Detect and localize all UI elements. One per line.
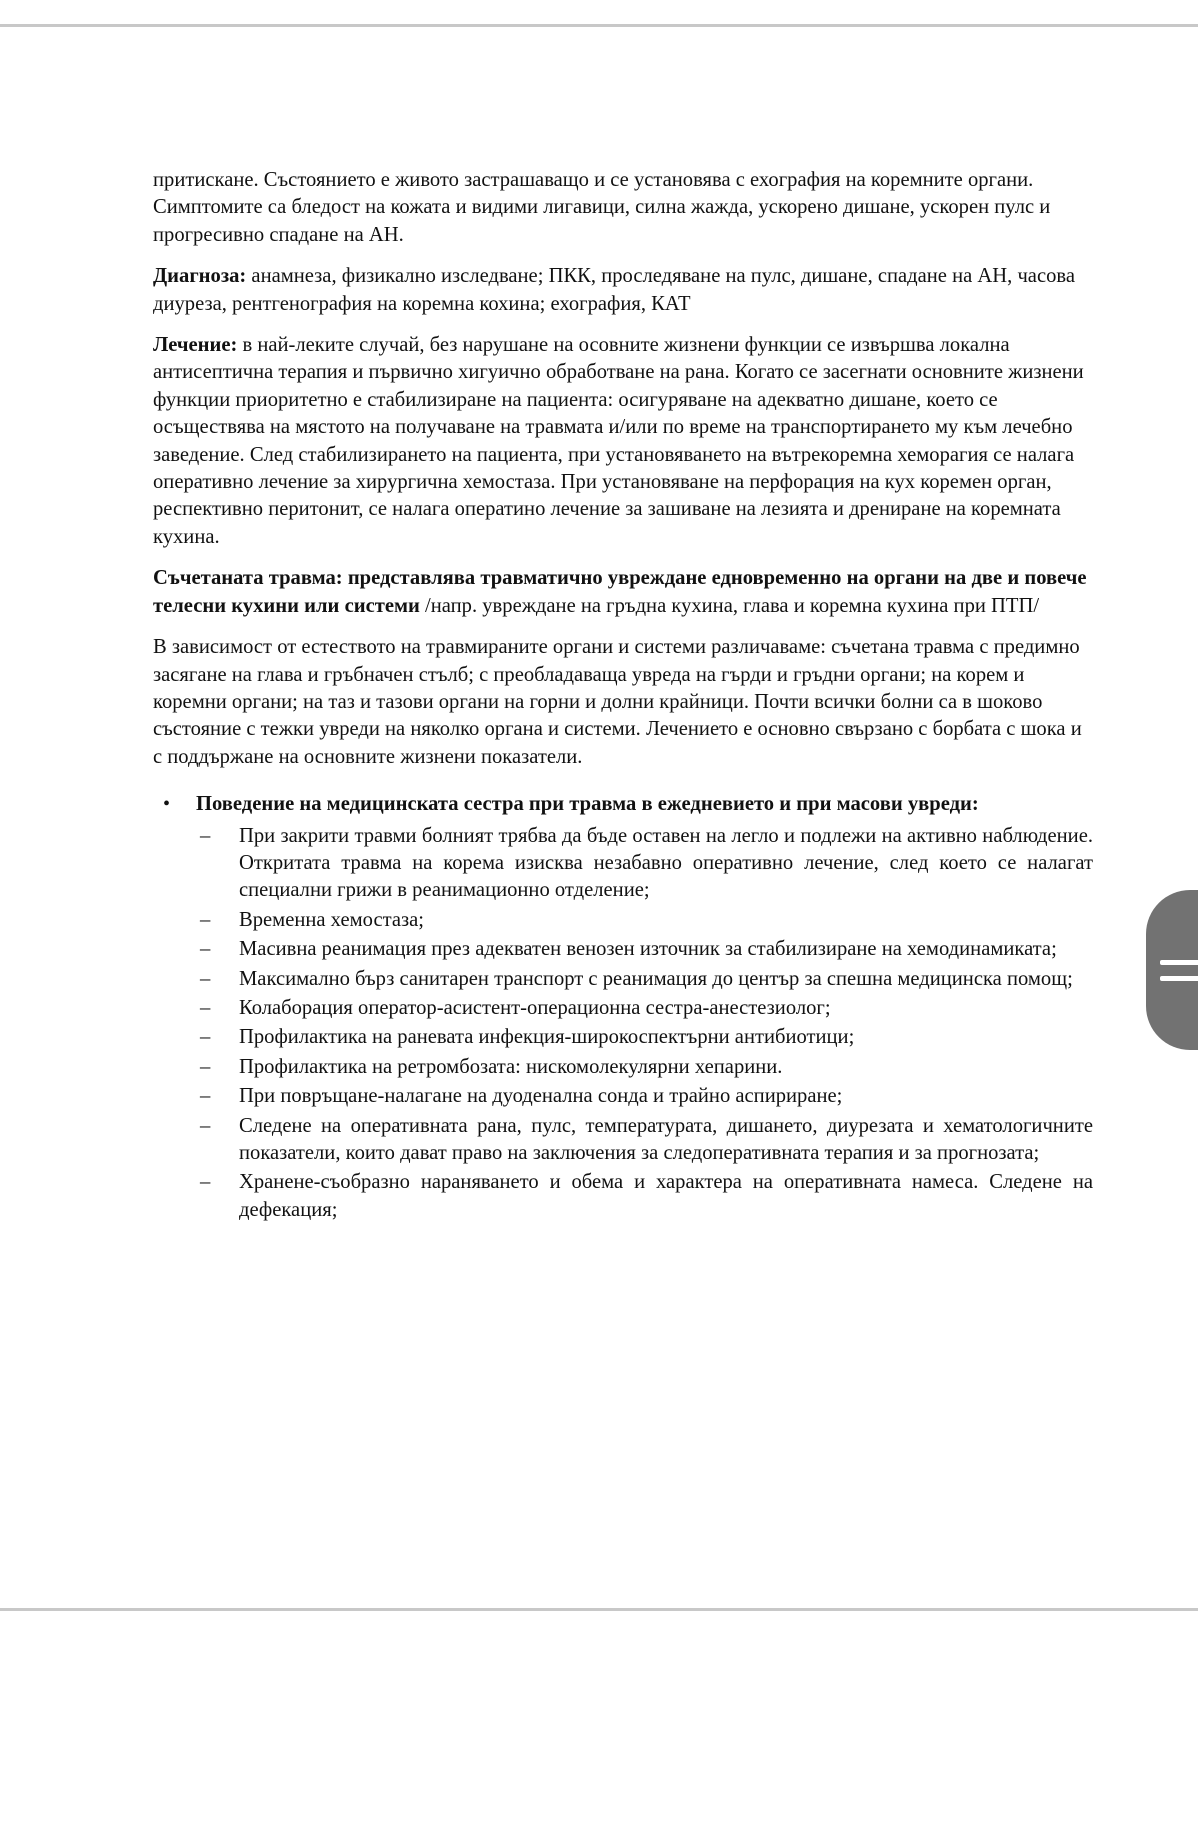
list-item-text: Временна хемостаза;	[239, 908, 424, 931]
list-item-text: Масивна реанимация през адекватен венозен източник за стабилизиране на хемодинамиката;	[239, 938, 1057, 961]
list-item	[196, 1083, 1093, 1110]
list-item	[196, 995, 1093, 1022]
dash-marker: –	[200, 1055, 211, 1078]
bullet-marker: •	[163, 793, 171, 816]
list-item	[196, 1054, 1093, 1081]
list-item-text: Хранене-съобразно нараняването и обема и характера на оперативната намеса. Следене на дефекация;	[239, 1171, 1093, 1221]
dash-marker: –	[200, 1171, 211, 1194]
dash-marker: –	[200, 938, 211, 961]
intro-paragraph: притискане. Състоянието е живото застрашаващо и се установява с ехография на коремните органи. Симптомите са бледост на кожата и видими лигавици, силна жажда, ускорено дишане, ускорен пулс и прогресивно спадане на АН.	[153, 169, 1051, 246]
dash-marker: –	[200, 996, 211, 1019]
menu-icon-bar	[1160, 976, 1198, 981]
list-item	[196, 907, 1093, 934]
list-item-text: При закрити травми болният трябва да бъде оставен на легло и подлежи на активно наблюдение. Откритата травма на корема изисква незабавно оперативно лечение, след което се налагат специални грижи в реанимационно отделение;	[239, 824, 1093, 902]
nurse-behaviour-section	[153, 791, 1093, 1224]
treatment-text: в най-леките случай, без нарушане на осовните жизнени функции се извършва локална антисептична терапия и първично хигуично обработване на рана. Когато се засегнати основните жизнени функции приоритетно е стабилизиране на пациента: осигуряване на адекватно дишане, което се осъществява на мястото на получаване на травмата и/или по време на транспортирането му към лечебно заведение. След стабилизирането на пациента, при установяването на вътрекоремна хеморагия се налага оперативно лечение за хирургична хемостаза. При установяване на перфорация на кух коремен орган, респективно перитонит, се налага оператино лечение за зашиване на лезията и дрениране на коремната кухина.	[153, 334, 1084, 548]
nurse-behaviour-list	[196, 823, 1093, 1225]
diagnosis-text: анамнеза, физикално изследване; ПКК, проследяване на пулс, дишане, спадане на АН, часова диуреза, рентгенография на коремна кохина; ехография, КАТ	[153, 265, 1075, 315]
combined-trauma-definition: Съчетаната травма: представлява травматично увреждане едновременно на органи на две и повече телесни кухини или системи	[153, 567, 1087, 617]
treatment-paragraph	[153, 332, 1093, 551]
list-item-text: Профилактика на раневата инфекция-широкоспектърни антибиотици;	[239, 1026, 855, 1049]
list-item-text: Следене на оперативната рана, пулс, температурата, дишането, диурезата и хематологичните показатели, които дават право на заключения за следоперативната терапия и за прогнозата;	[239, 1114, 1093, 1164]
menu-icon	[1160, 960, 1198, 965]
list-item	[196, 1024, 1093, 1051]
bottom-divider	[0, 1608, 1198, 1611]
dash-marker: –	[200, 908, 211, 931]
nurse-behaviour-heading: Поведение на медицинската сестра при травма в ежедневието и при масови увреди:	[196, 793, 979, 816]
side-menu-tab[interactable]	[1146, 890, 1198, 1050]
combined-trauma-paragraph	[153, 565, 1093, 620]
list-item-text: Максимално бърз санитарен транспорт с реанимация до център за спешна медицинска помощ;	[239, 967, 1073, 990]
dash-marker: –	[200, 824, 211, 847]
diagnosis-label: Диагноза:	[153, 265, 247, 288]
top-divider	[0, 24, 1198, 27]
list-item-text: Профилактика на ретромбозата: нискомолекулярни хепарини.	[239, 1055, 783, 1078]
dash-marker: –	[200, 1085, 211, 1108]
list-item-text: Колаборация оператор-асистент-операционна сестра-анестезиолог;	[239, 996, 831, 1019]
combined-trauma-example: /напр. увреждане на гръдна кухина, глава и коремна кухина при ПТП/	[419, 594, 1040, 617]
list-item	[196, 823, 1093, 905]
classification-paragraph: В зависимост от естеството на травмираните органи и системи различаваме: съчетана травма с предимно засягане на глава и гръбначен стълб; с преобладаваща увреда на гърди и гръдни органи; на корем и коремни органи; на таз и тазови органи на горни и долни крайници. Почти всички болни са в шоково състояние с тежки увреди на няколко органа и системи. Лечението е основно свързано с борбата с шока и с поддържане на основните жизнени показатели.	[153, 636, 1082, 768]
list-item	[196, 1113, 1093, 1168]
list-item	[196, 1169, 1093, 1224]
document-page	[153, 167, 1093, 1226]
dash-marker: –	[200, 1114, 211, 1137]
list-item	[196, 966, 1093, 993]
treatment-label: Лечение:	[153, 334, 238, 357]
list-item	[196, 936, 1093, 963]
list-item-text: При повръщане-налагане на дуоденална сонда и трайно аспириране;	[239, 1085, 843, 1108]
dash-marker: –	[200, 967, 211, 990]
diagnosis-paragraph	[153, 263, 1093, 318]
dash-marker: –	[200, 1026, 211, 1049]
